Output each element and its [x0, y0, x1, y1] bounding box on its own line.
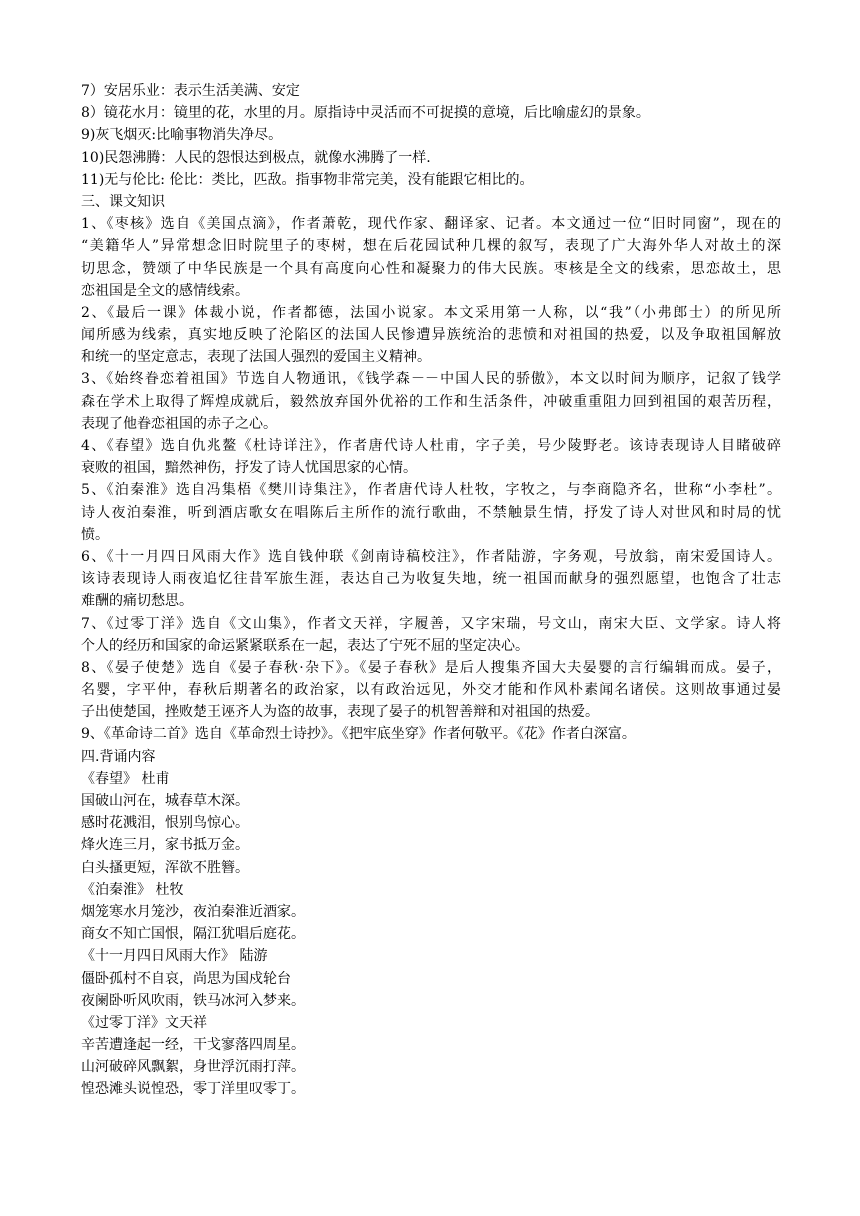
term-list [81, 80, 781, 191]
paragraph-line: 该诗表现诗人雨夜追忆往昔军旅生涯，表达自己为收复失地，统一祖国而献身的强烈愿望，也饱含了壮志 [81, 571, 781, 588]
poem-line: 烟笼寒水月笼沙，夜泊秦淮近酒家。 [81, 903, 305, 920]
paragraph-line: 衰败的祖国，黯然神伤，抒发了诗人忧国思家的心情。 [81, 460, 417, 477]
paragraph-line: 个人的经历和国家的命运紧紧联系在一起，表达了宁死不屈的坚定决心。 [81, 637, 529, 654]
text-knowledge-item [81, 302, 781, 369]
paragraph-line: 森在学术上取得了辉煌成就后，毅然放弃国外优裕的工作和生活条件，冲破重重阻力回到祖国的艰苦历程， [81, 393, 781, 410]
section-heading-recitation: 四.背诵内容 [81, 748, 156, 765]
poem-line: 夜阑卧听风吹雨，铁马冰河入梦来。 [81, 992, 305, 1009]
paragraph-line: 表现了他眷恋祖国的赤子之心。 [81, 415, 277, 432]
poem-line: 山河破碎风飘絮，身世浮沉雨打萍。 [81, 1059, 305, 1076]
paragraph-line: 8、《晏子使楚》选自《晏子春秋·杂下》。《晏子春秋》是后人搜集齐国大夫晏婴的言行编辑而成。晏子， [81, 659, 781, 676]
text-knowledge-item [81, 213, 781, 302]
paragraph-line: 4、《春望》选自仇兆鳌《杜诗详注》，作者唐代诗人杜甫，字子美，号少陵野老。该诗表现诗人目睹破碎 [81, 438, 781, 454]
paragraph-line: 9、《革命诗二首》选自《革命烈士诗抄》。《把牢底坐穿》作者何敬平。《花》作者白深富。 [81, 726, 636, 743]
paragraph-line: 7、《过零丁洋》选自《文山集》，作者文天祥，字履善，又字宋瑞，号文山，南宋大臣、文学家。诗人将 [81, 615, 781, 632]
term-item: 10)民怨沸腾：人民的怨恨达到极点，就像水沸腾了一样. [81, 149, 431, 166]
paragraph-line: 3、《始终眷恋着祖国》节选自人物通讯，《钱学森－－中国人民的骄傲》，本文以时间为顺序，记叙了钱学 [81, 371, 781, 388]
poem-line: 僵卧孤村不自哀，尚思为国戍轮台 [81, 970, 291, 987]
text-knowledge-item [81, 479, 781, 546]
poem [81, 1012, 781, 1101]
term-item: 7）安居乐业：表示生活美满、安定 [81, 83, 300, 99]
poem-title: 《泊秦淮》 杜牧 [81, 881, 184, 898]
section-heading-text-knowledge: 三、课文知识 [81, 193, 165, 210]
poem [81, 879, 781, 946]
paragraph-line: 难酬的痛切愁思。 [81, 593, 193, 610]
document-page [81, 80, 781, 1101]
term-item: 9)灰飞烟灭:比喻事物消失净尽。 [81, 127, 283, 144]
poem-title: 《十一月四日风雨大作》 陆游 [81, 948, 268, 965]
poem [81, 768, 781, 879]
text-knowledge-item [81, 368, 781, 435]
paragraph-line: 诗人夜泊秦淮，听到酒店歌女在唱陈后主所作的流行歌曲，不禁触景生情，抒发了诗人对世风和时局的忧 [81, 504, 781, 521]
paragraph-line: “美籍华人”异常想念旧时院里子的枣树，想在后花园试种几棵的叙写，表现了广大海外华人对故土的深 [81, 238, 781, 255]
poem [81, 945, 781, 1012]
text-knowledge-item [81, 435, 781, 479]
poem-line: 白头搔更短，浑欲不胜簪。 [81, 859, 249, 876]
poem-title: 《春望》 杜甫 [81, 770, 170, 787]
text-knowledge-item [81, 723, 781, 745]
paragraph-line: 子出使楚国，挫败楚王诬齐人为盗的故事，表现了晏子的机智善辩和对祖国的热爱。 [81, 704, 599, 721]
paragraph-line: 和统一的坚定意志，表现了法国人强烈的爱国主义精神。 [81, 349, 431, 366]
term-item: 11)无与伦比: 伦比：类比，匹敌。指事物非常完美，没有能跟它相比的。 [81, 171, 534, 188]
text-knowledge-item [81, 657, 781, 724]
paragraph-line: 闻所感为线索，真实地反映了沦陷区的法国人民惨遭异族统治的悲愤和对祖国的热爱，以及争取祖国解放 [81, 327, 781, 344]
poem-line: 惶恐滩头说惶恐，零丁洋里叹零丁。 [81, 1081, 305, 1098]
poem-title: 《过零丁洋》文天祥 [81, 1014, 207, 1031]
paragraph-line: 名婴，字平仲，春秋后期著名的政治家，以有政治远见，外交才能和作风朴素闻名诸侯。这则故事通过晏 [81, 682, 781, 699]
poem-line: 辛苦遭逢起一经，干戈寥落四周星。 [81, 1037, 305, 1054]
text-knowledge-list [81, 213, 781, 746]
text-knowledge-item [81, 546, 781, 613]
paragraph-line: 1、《枣核》选自《美国点滴》，作者萧乾，现代作家、翻译家、记者。本文通过一位“旧时同窗”，现在的 [81, 216, 781, 233]
paragraph-line: 愤。 [81, 526, 109, 543]
paragraph-line: 6、《十一月四日风雨大作》选自钱仲联《剑南诗稿校注》，作者陆游，字务观，号放翁，南宋爱国诗人。 [81, 548, 781, 565]
text-knowledge-item [81, 613, 781, 657]
paragraph-line: 恋祖国是全文的感情线索。 [81, 282, 249, 299]
poem-line: 国破山河在，城春草木深。 [81, 793, 249, 809]
poem-line: 烽火连三月，家书抵万金。 [81, 837, 249, 854]
poem-line: 感时花溅泪，恨别鸟惊心。 [81, 815, 249, 832]
paragraph-line: 2、《最后一课》体裁小说，作者都德，法国小说家。本文采用第一人称，以“我”（小弗郎士）的所见所 [81, 304, 781, 321]
paragraph-line: 切思念，赞颂了中华民族是一个具有高度向心性和凝聚力的伟大民族。枣核是全文的线索，思恋故土，思 [81, 260, 781, 277]
poem-line: 商女不知亡国恨，隔江犹唱后庭花。 [81, 926, 305, 943]
term-item: 8）镜花水月：镜里的花，水里的月。原指诗中灵活而不可捉摸的意境，后比喻虚幻的景象。 [81, 105, 650, 122]
paragraph-line: 5、《泊秦淮》选自冯集梧《樊川诗集注》，作者唐代诗人杜牧，字牧之，与李商隐齐名，世称“小李杜”。 [81, 482, 781, 499]
